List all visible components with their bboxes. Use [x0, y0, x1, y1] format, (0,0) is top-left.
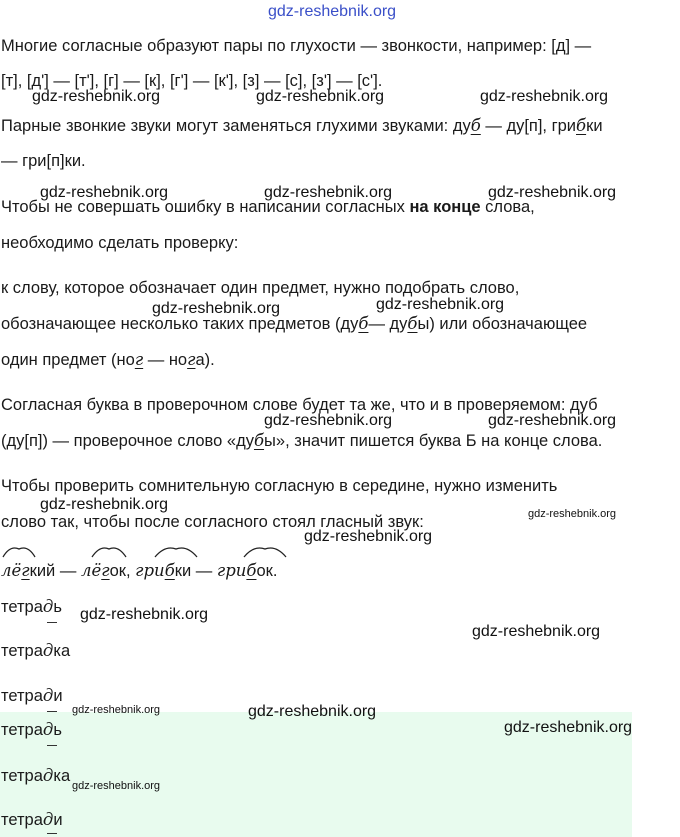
watermark: gdz-reshebnik.org	[472, 623, 601, 640]
word-form: тетради	[1, 810, 63, 829]
letter-mark	[47, 745, 57, 746]
watermark: gdz-reshebnik.org	[488, 184, 617, 201]
watermark: gdz-reshebnik.org	[376, 296, 505, 313]
letter-mark	[47, 711, 57, 712]
watermark: gdz-reshebnik.org	[80, 606, 209, 623]
text-line: Чтобы не совершать ошибку в написании согласных на конце слова,	[1, 198, 535, 216]
text-line: Парные звонкие звуки могут заменяться глухими звуками: дуб — ду[п], грибки	[1, 116, 603, 135]
watermark: gdz-reshebnik.org	[256, 88, 385, 105]
root-arc	[243, 543, 287, 559]
text-line: лёгкий — лёгок, грибки — грибок.	[1, 561, 278, 580]
word-form: тетрадь	[1, 597, 62, 616]
text-line: к слову, которое обозначает один предмет, нужно подобрать слово,	[1, 279, 520, 297]
text-line: Многие согласные образуют пары по глухости — звонкости, например: [д] —	[1, 37, 592, 55]
word-form: тетрадка	[1, 766, 71, 785]
text-line: обозначающее несколько таких предметов (дуб— дубы) или обозначающее	[1, 314, 588, 333]
text-line: — гри[п]ки.	[1, 152, 86, 170]
root-arc	[2, 543, 36, 559]
watermark: gdz-reshebnik.org	[488, 412, 617, 429]
watermark: gdz-reshebnik.org	[504, 719, 633, 736]
text-line: слово так, чтобы после согласного стоял гласный звук:	[1, 513, 424, 531]
text-line: Чтобы проверить сомнительную согласную в середине, нужно изменить	[1, 477, 558, 495]
text-line: Согласная буква в проверочном слове будет та же, что и в проверяемом: дуб	[1, 396, 598, 414]
watermark: gdz-reshebnik.org	[264, 184, 393, 201]
word-form: тетрадь	[1, 720, 62, 739]
text-line: [т], [д'] — [т'], [г] — [к], [г'] — [к'], [з] — [с], [з'] — [с'].	[1, 72, 383, 90]
watermark: gdz-reshebnik.org	[40, 184, 169, 201]
text-line: (ду[п]) — проверочное слово «дубы», значит пишется буква Б на конце слова.	[1, 431, 603, 450]
watermark: gdz-reshebnik.org	[480, 88, 609, 105]
watermark: gdz-reshebnik.org	[528, 508, 617, 520]
watermark: gdz-reshebnik.org	[72, 704, 161, 716]
watermark: gdz-reshebnik.org	[72, 780, 161, 792]
text-line: необходимо сделать проверку:	[1, 234, 239, 252]
letter-mark	[47, 622, 57, 623]
word-form: тетрадка	[1, 641, 71, 660]
watermark: gdz-reshebnik.org	[268, 3, 397, 20]
watermark: gdz-reshebnik.org	[32, 88, 161, 105]
watermark: gdz-reshebnik.org	[40, 496, 169, 513]
letter-mark	[47, 833, 57, 834]
word-form: тетради	[1, 686, 63, 705]
watermark: gdz-reshebnik.org	[304, 528, 433, 545]
watermark: gdz-reshebnik.org	[152, 300, 281, 317]
root-arc	[91, 543, 127, 559]
watermark: gdz-reshebnik.org	[248, 703, 377, 720]
root-arc	[154, 543, 198, 559]
watermark: gdz-reshebnik.org	[264, 412, 393, 429]
text-line: один предмет (ног — нога).	[1, 350, 215, 369]
